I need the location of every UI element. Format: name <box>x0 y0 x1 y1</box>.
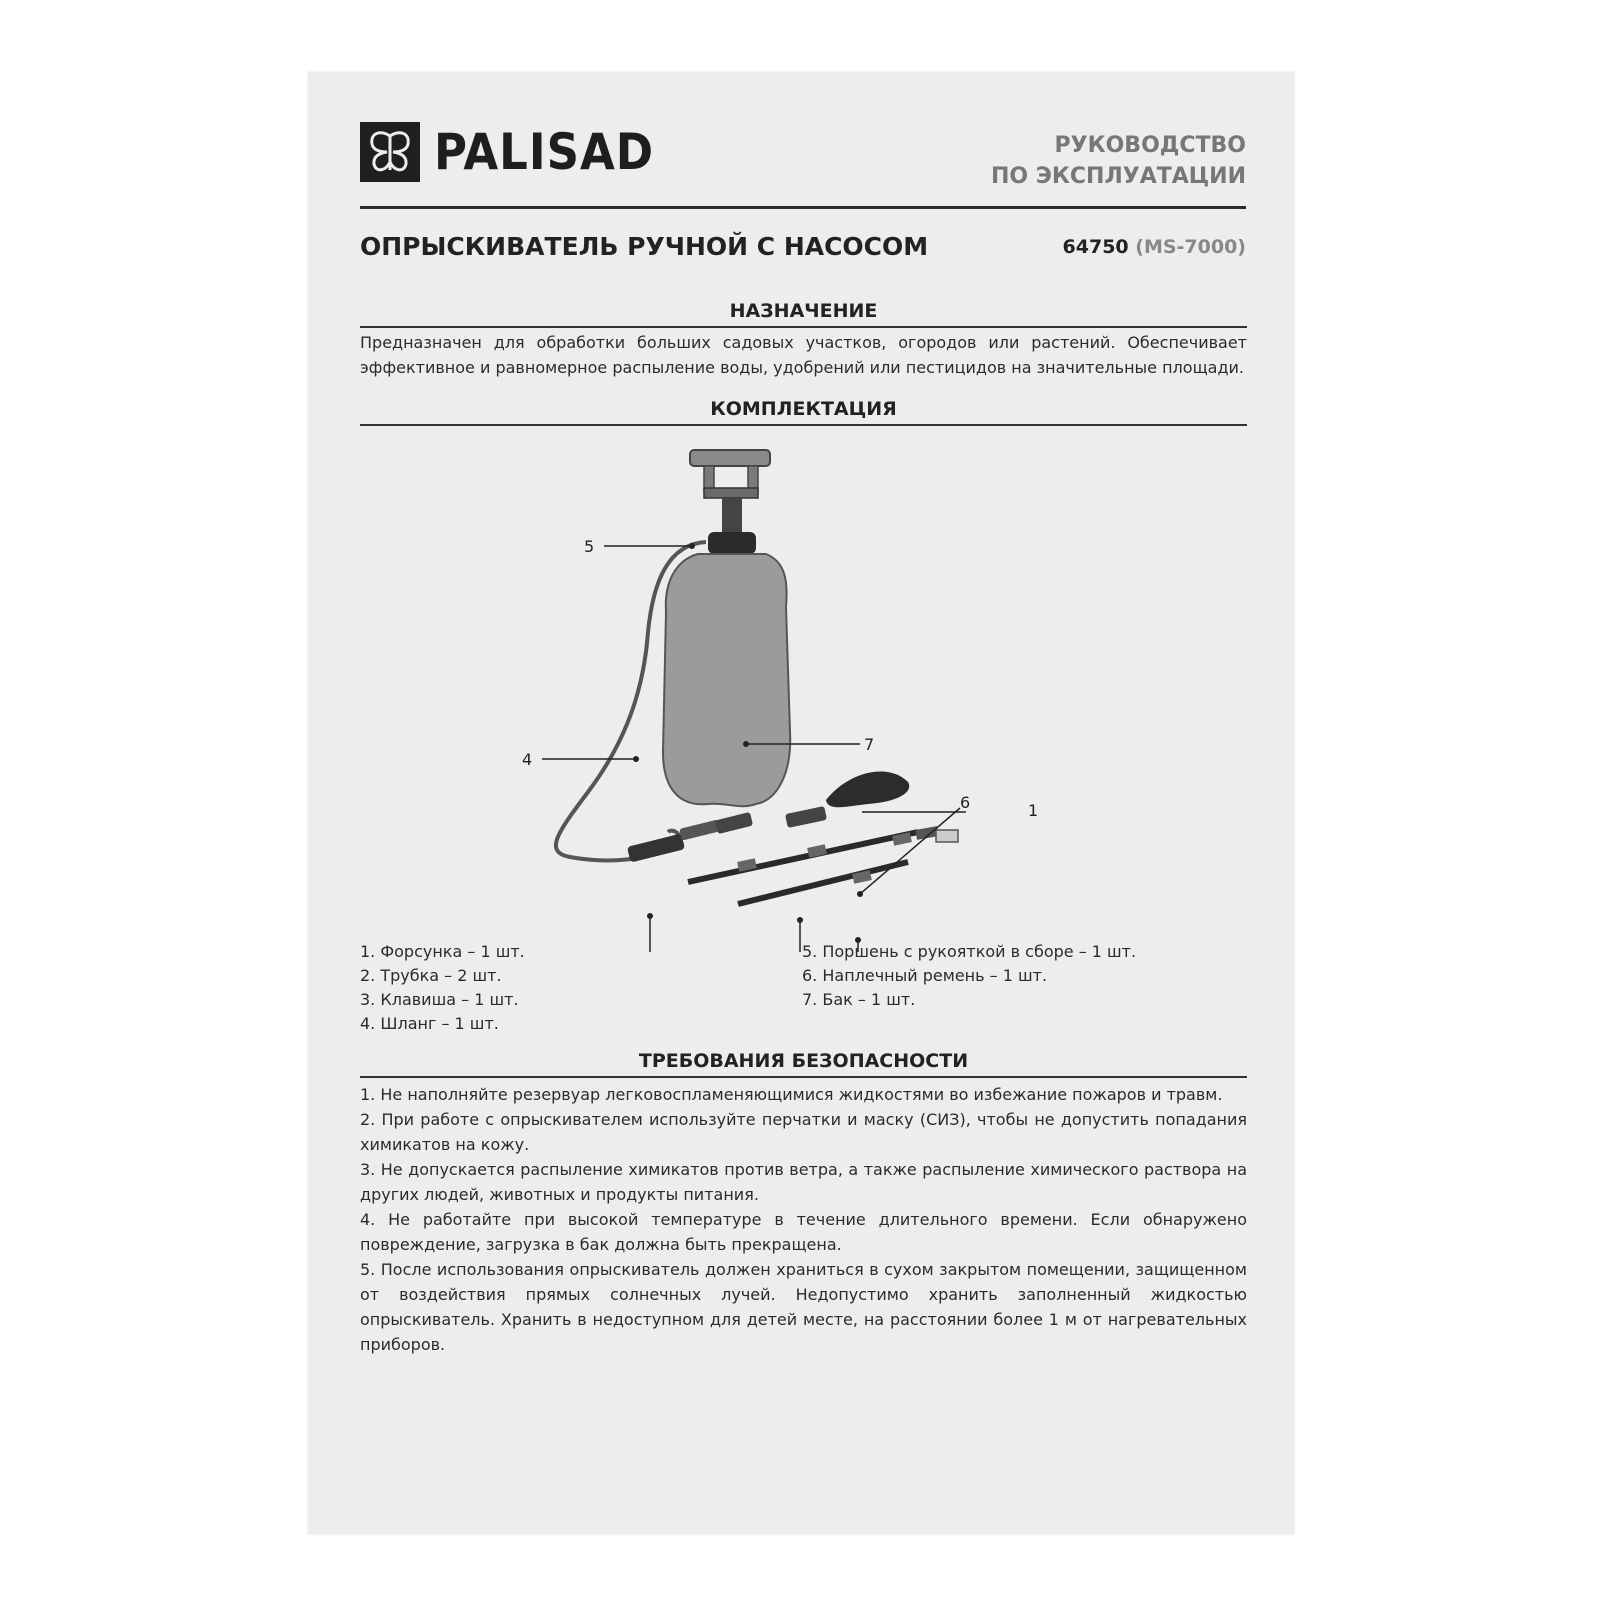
list-item: 4. Шланг – 1 шт. <box>360 1014 499 1033</box>
section-heading-safety: ТРЕБОВАНИЯ БЕЗОПАСНОСТИ <box>638 1050 969 1072</box>
sprayer-diagram <box>308 432 1294 952</box>
model-code: (MS-7000) <box>1135 236 1246 258</box>
purpose-text: Предназначен для обработки больших садовых участков, огородов или растений. Обеспечивает эффективное и равномерное распыление воды, удобрений или пестицидов на значительные площади. <box>360 333 1247 377</box>
section-rule <box>360 1076 1247 1078</box>
safety-rule: 4. Не работайте при высокой температуре в течение длительного времени. Если обнаружено повреждение, загрузка в бак должна быть прекращена. <box>360 1210 1247 1254</box>
section-heading-purpose: НАЗНАЧЕНИЕ <box>729 300 878 322</box>
list-item: 1. Форсунка – 1 шт. <box>360 942 525 961</box>
butterfly-logo-icon <box>360 122 420 182</box>
safety-rules <box>360 1082 1247 1357</box>
pump-handle-icon <box>690 450 770 554</box>
article-code: 64750 <box>1062 236 1129 258</box>
article-number <box>1063 236 1246 258</box>
manual-page <box>308 72 1294 1534</box>
kit-list-left <box>360 940 525 1036</box>
safety-rule: 2. При работе с опрыскивателем используйте перчатки и маску (СИЗ), чтобы не допустить попадания химикатов на кожу. <box>360 1110 1247 1154</box>
header-divider <box>360 206 1246 209</box>
kit-list-right <box>802 940 1136 1012</box>
trigger-icon <box>627 812 753 863</box>
section-heading-kit: КОМПЛЕКТАЦИЯ <box>710 398 897 420</box>
callout-4: 4 <box>522 750 533 769</box>
callout-1: 1 <box>1028 801 1039 820</box>
section-rule <box>360 424 1247 426</box>
callout-5: 5 <box>584 537 595 556</box>
list-item: 3. Клавиша – 1 шт. <box>360 990 519 1009</box>
list-item: 7. Бак – 1 шт. <box>802 990 916 1009</box>
list-item: 6. Наплечный ремень – 1 шт. <box>802 966 1048 985</box>
product-title: ОПРЫСКИВАТЕЛЬ РУЧНОЙ С НАСОСОМ <box>360 232 929 261</box>
safety-rule: 3. Не допускается распыление химикатов против ветра, а также распыление химического раствора на других людей, животных и продукты питания. <box>360 1160 1247 1204</box>
callout-6: 6 <box>960 793 971 812</box>
shoulder-strap-icon <box>785 772 909 829</box>
safety-rule: 1. Не наполняйте резервуар легковоспламеняющимися жидкостями во избежание пожаров и травм. <box>360 1085 1223 1104</box>
list-item: 5. Поршень с рукояткой в сборе – 1 шт. <box>802 942 1137 961</box>
doc-type-line1: РУКОВОДСТВО <box>1054 133 1246 158</box>
tank-icon <box>663 554 790 806</box>
list-item: 2. Трубка – 2 шт. <box>360 966 502 985</box>
section-rule <box>360 326 1247 328</box>
brand-name: PALISAD <box>434 123 655 181</box>
document-type <box>991 130 1246 192</box>
callout-7: 7 <box>864 735 875 754</box>
safety-rule: 5. После использования опрыскиватель должен храниться в сухом закрытом помещении, защищенном от воздействия прямых солнечных лучей. Недопустимо хранить заполненный жидкостью опрыскиватель. Хранить в недоступном для детей месте, на расстоянии более 1 м от нагревательных приборов. <box>360 1260 1247 1354</box>
brand-logo <box>360 122 654 182</box>
tubes-icon <box>688 832 918 904</box>
doc-type-line2: ПО ЭКСПЛУАТАЦИИ <box>991 164 1246 189</box>
